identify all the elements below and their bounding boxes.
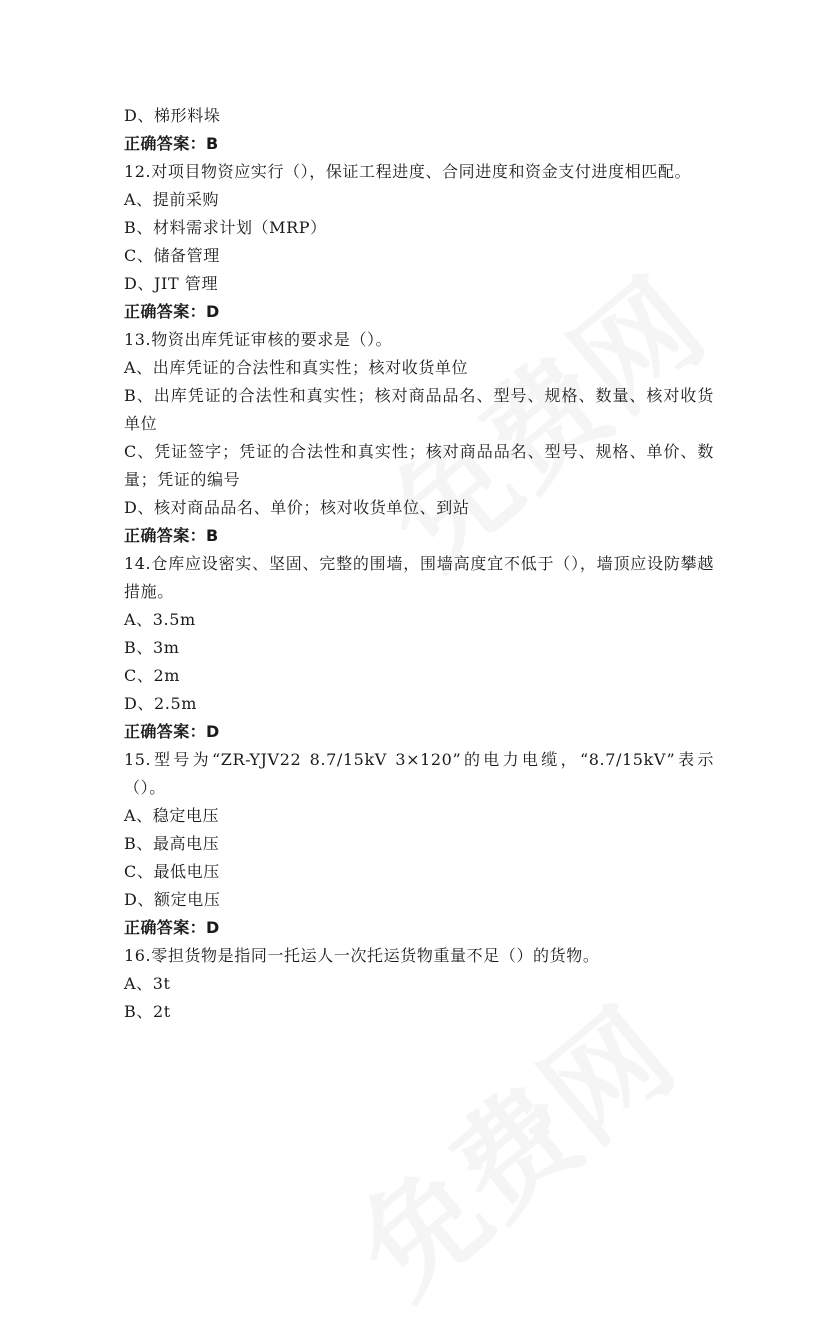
question-list	[124, 102, 714, 1026]
option: A、提前采购	[124, 190, 220, 209]
option: C、凭证签字；凭证的合法性和真实性；核对商品品名、型号、规格、单价、数量；凭证的编号	[124, 442, 714, 489]
option: D、额定电压	[124, 890, 221, 909]
correct-answer: 正确答案：B	[124, 526, 219, 545]
option: A、3.5m	[124, 610, 196, 629]
option: C、2m	[124, 666, 180, 685]
option: B、出库凭证的合法性和真实性；核对商品品名、型号、规格、数量、核对收货单位	[124, 386, 714, 433]
question-block	[124, 326, 714, 550]
option: D、2.5m	[124, 694, 198, 713]
option: D、梯形料垛	[124, 106, 221, 125]
question-block	[124, 942, 714, 1026]
question-text: 13.物资出库凭证审核的要求是（）。	[124, 330, 393, 349]
option: C、储备管理	[124, 246, 220, 265]
option: A、3t	[124, 974, 171, 993]
question-text: 14.仓库应设密实、坚固、完整的围墙，围墙高度宜不低于（），墙顶应设防攀越措施。	[124, 554, 714, 601]
correct-answer: 正确答案：D	[124, 722, 220, 741]
option: D、JIT 管理	[124, 274, 219, 293]
option: D、核对商品品名、单价；核对收货单位、到站	[124, 498, 470, 517]
correct-answer: 正确答案：D	[124, 302, 220, 321]
option: A、出库凭证的合法性和真实性；核对收货单位	[124, 358, 469, 377]
question-block	[124, 746, 714, 942]
question-text: 15.型号为“ZR-YJV22 8.7/15kV 3×120”的电力电缆，“8.7/15kV”表示（）。	[124, 750, 714, 797]
option: C、最低电压	[124, 862, 220, 881]
correct-answer: 正确答案：D	[124, 918, 220, 937]
option: B、最高电压	[124, 834, 220, 853]
option: B、材料需求计划（MRP）	[124, 218, 327, 237]
question-block	[124, 550, 714, 746]
correct-answer: 正确答案：B	[124, 134, 219, 153]
question-block	[124, 158, 714, 326]
option: A、稳定电压	[124, 806, 220, 825]
option: B、2t	[124, 1002, 171, 1021]
option: B、3m	[124, 638, 180, 657]
question-text: 16.零担货物是指同一托运人一次托运货物重量不足（）的货物。	[124, 946, 600, 965]
question-text: 12.对项目物资应实行（），保证工程进度、合同进度和资金支付进度相匹配。	[124, 162, 692, 181]
